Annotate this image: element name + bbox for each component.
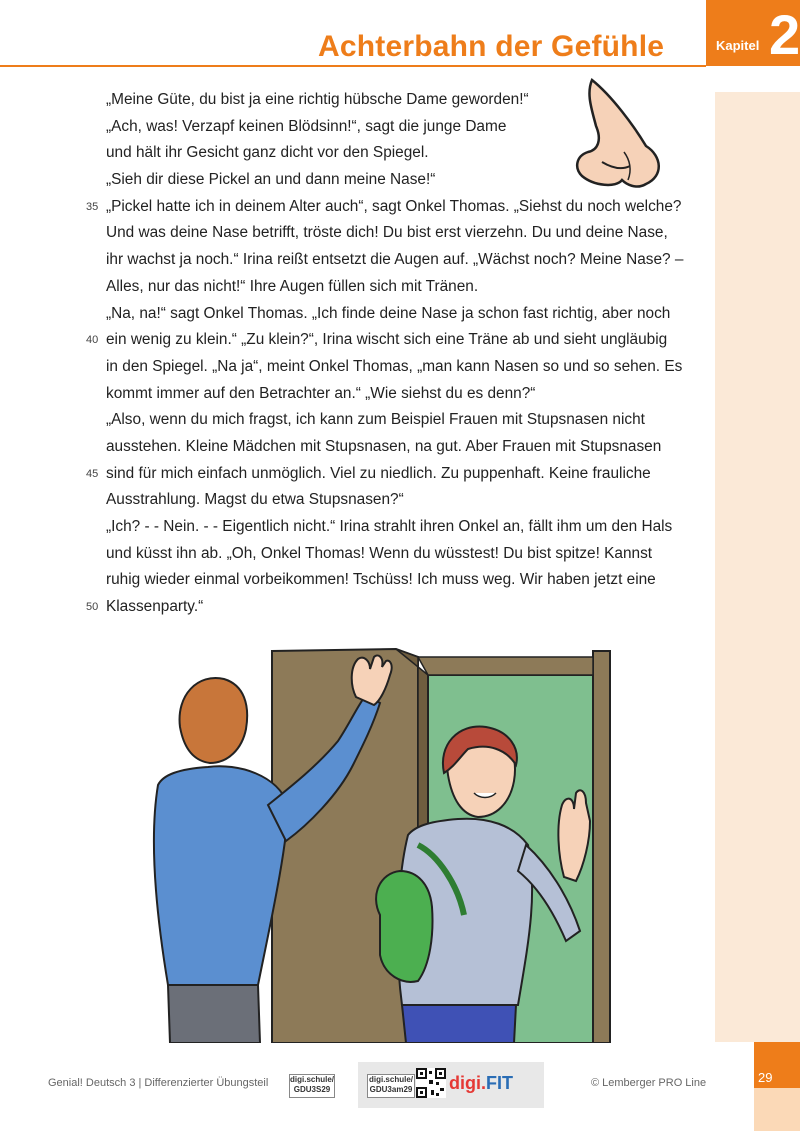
digi-code-box[interactable]: digi.schule/ GDU3am29	[367, 1074, 415, 1098]
line-number: 35	[86, 200, 99, 213]
qr-code-icon[interactable]	[416, 1068, 446, 1098]
text-line: „Meine Güte, du bist ja eine richtig hübsche Dame geworden!“	[106, 91, 529, 108]
page-number-box	[754, 1042, 800, 1088]
text-line: „Na, na!“ sagt Onkel Thomas. „Ich finde deine Nase ja schon fast richtig, aber noch	[106, 304, 671, 322]
footer-publisher: © Lemberger PRO Line	[591, 1077, 707, 1089]
page-strip-bottom	[754, 1088, 800, 1131]
chapter-tab	[706, 0, 800, 66]
digi-fit-logo[interactable]: digi.FIT	[449, 1073, 513, 1093]
text-line: 40 ein wenig zu klein.“ „Zu klein?“, Irina wischt sich eine Träne ab und sieht ungläubig	[106, 327, 706, 354]
text-line: und küsst ihn ab. „Oh, Onkel Thomas! Wenn du wüsstest! Du bist spitze! Kannst	[106, 544, 653, 562]
text-line: „Sieh dir diese Pickel an und dann meine Nase!“	[106, 171, 436, 189]
text-line: kommt immer auf den Betrachter an.“ „Wie siehst du es denn?“	[106, 384, 536, 402]
title-rule	[0, 65, 706, 67]
chapter-word: Kapitel	[716, 38, 760, 53]
text-line: Alles, nur das nicht!“ Ihre Augen füllen sich mit Tränen.	[106, 277, 479, 295]
line-number: 45	[86, 467, 99, 480]
line-number: 50	[86, 601, 99, 614]
chapter-number: 2	[769, 3, 800, 66]
text-line: 50 Klassenparty.“	[106, 594, 706, 621]
line-number: 40	[86, 334, 99, 347]
text-line: ihr wachst ja noch.“ Irina reißt entsetzt die Augen auf. „Wächst noch? Meine Nase? –	[106, 251, 684, 269]
side-strip	[715, 92, 800, 1042]
digi-code-box[interactable]: digi.schule/ GDU3S29	[289, 1074, 335, 1098]
uncle-and-girl-illustration-icon	[118, 645, 638, 1043]
text-line: „Ach, was! Verzapf keinen Blödsinn!“, sagt die junge Dame	[106, 117, 507, 135]
text-line: „Also, wenn du mich fragst, ich kann zum Beispiel Frauen mit Stupsnasen nicht	[106, 411, 645, 429]
text-line: und hält ihr Gesicht ganz dicht vor den Spiegel.	[106, 144, 429, 162]
text-line: ruhig wieder einmal vorbeikommen! Tschüss! Ich muss weg. Wir haben jetzt eine	[106, 571, 656, 589]
text-line: in den Spiegel. „Na ja“, meint Onkel Thomas, „man kann Nasen so und so sehen. Es	[106, 357, 683, 375]
text-line: Ausstrahlung. Magst du etwa Stupsnasen?“	[106, 491, 404, 509]
story-text	[86, 87, 706, 621]
text-line: „Ich? - - Nein. - - Eigentlich nicht.“ Irina strahlt ihren Onkel an, fällt ihm um den Hals	[106, 518, 673, 535]
page-title: Achterbahn der Gefühle	[318, 30, 665, 63]
text-line: 45 sind für mich einfach unmöglich. Viel zu niedlich. Zu puppenhaft. Keine frauliche	[106, 461, 706, 488]
text-line: ausstehen. Kleine Mädchen mit Stupsnasen, na gut. Aber Frauen mit Stupsnasen	[106, 437, 662, 455]
text-line: 35 „Pickel hatte ich in deinem Alter auch“, sagt Onkel Thomas. „Siehst du noch welche?	[106, 194, 706, 221]
page-number: 29	[758, 1070, 773, 1085]
text-line: Und was deine Nase betrifft, tröste dich! Du bist erst vierzehn. Du und deine Nase,	[106, 224, 668, 242]
footer-book-title: Genial! Deutsch 3 | Differenzierter Übungsteil	[48, 1077, 269, 1089]
